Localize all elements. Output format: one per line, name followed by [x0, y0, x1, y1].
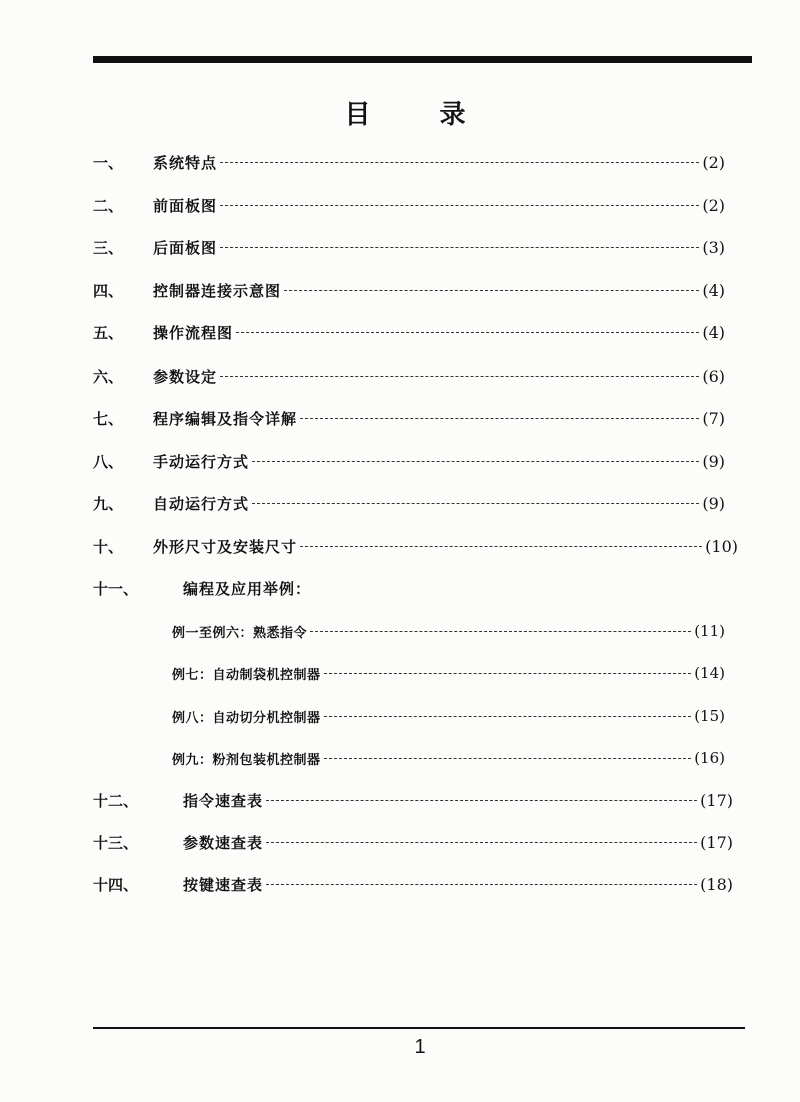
toc-entry-number: 六、: [93, 367, 124, 386]
leader-dashes: [300, 546, 702, 547]
leader-dashes: [220, 205, 699, 206]
toc-entry-number: 八、: [93, 452, 124, 471]
toc-subentry-1[interactable]: [172, 619, 725, 643]
toc-entry-label: 按键速查表: [183, 875, 264, 894]
toc-entry-page: (4): [702, 322, 725, 342]
toc-entry-page: (7): [702, 408, 725, 428]
toc-entry-page: (18): [700, 874, 733, 894]
toc-entry-page: (2): [702, 195, 725, 215]
leader-dashes: [252, 461, 699, 462]
toc-entry-number: 十四、: [93, 875, 139, 894]
toc-entry-1[interactable]: [93, 150, 725, 174]
toc-entry-number: 十、: [93, 537, 124, 556]
toc-entry-number: 五、: [93, 323, 124, 342]
toc-entry-label: 手动运行方式: [153, 452, 250, 471]
toc-entry-number: 十一、: [93, 579, 139, 598]
toc-entry-9[interactable]: [93, 491, 725, 515]
toc-subentry-2[interactable]: [172, 661, 725, 685]
leader-dashes: [266, 842, 697, 843]
toc-entry-label: 程序编辑及指令详解: [153, 409, 298, 428]
toc-subentry-page: (16): [694, 749, 725, 767]
toc-entry-number: 七、: [93, 409, 124, 428]
leader-dashes: [324, 673, 692, 674]
leader-dashes: [220, 376, 699, 377]
toc-entry-page: (6): [702, 366, 725, 386]
toc-entry-6[interactable]: [93, 364, 725, 388]
leader-dashes: [300, 418, 699, 419]
leader-dashes: [324, 716, 692, 717]
toc-entry-page: (9): [702, 493, 725, 513]
toc-entry-page: (4): [702, 280, 725, 300]
bottom-rule: [93, 1027, 745, 1029]
toc-entry-13[interactable]: [93, 830, 733, 854]
toc-section-11[interactable]: [93, 576, 593, 600]
toc-entry-12[interactable]: [93, 788, 733, 812]
toc-subentry-label: 例七：自动制袋机控制器: [172, 667, 321, 683]
toc-entry-label: 参数设定: [153, 367, 218, 386]
toc-entry-5[interactable]: [93, 320, 725, 344]
toc-entry-number: 十二、: [93, 791, 139, 810]
toc-entry-number: 三、: [93, 238, 124, 257]
toc-entry-7[interactable]: [93, 406, 725, 430]
toc-subentry-label: 例八：自动切分机控制器: [172, 710, 321, 726]
toc-subentry-label: 例一至例六：熟悉指令: [172, 625, 308, 641]
toc-entry-2[interactable]: [93, 193, 725, 217]
toc-entry-label: 编程及应用举例：: [183, 579, 312, 598]
toc-entry-number: 九、: [93, 494, 124, 513]
leader-dashes: [310, 631, 691, 632]
toc-subentry-page: (14): [694, 664, 725, 682]
toc-subentry-page: (11): [694, 622, 725, 640]
toc-entry-number: 二、: [93, 196, 124, 215]
toc-entry-14[interactable]: [93, 872, 733, 896]
toc-subentry-4[interactable]: [172, 746, 725, 770]
toc-entry-number: 一、: [93, 153, 124, 172]
toc-entry-number: 十三、: [93, 833, 139, 852]
toc-entry-10[interactable]: [93, 534, 738, 558]
toc-subentry-label: 例九：粉剂包装机控制器: [172, 752, 321, 768]
toc-entry-label: 前面板图: [153, 196, 218, 215]
toc-entry-page: (17): [700, 790, 733, 810]
toc-subentry-3[interactable]: [172, 704, 725, 728]
toc-entry-page: (3): [702, 237, 725, 257]
page-title: 目 录: [344, 100, 496, 130]
toc-entry-8[interactable]: [93, 449, 725, 473]
toc-entry-3[interactable]: [93, 235, 725, 259]
toc-entry-label: 指令速查表: [183, 791, 264, 810]
toc-entry-number: 四、: [93, 281, 124, 300]
toc-entry-label: 参数速查表: [183, 833, 264, 852]
toc-entry-label: 控制器连接示意图: [153, 281, 282, 300]
leader-dashes: [236, 332, 699, 333]
toc-entry-label: 系统特点: [153, 153, 218, 172]
toc-entry-label: 操作流程图: [153, 323, 234, 342]
leader-dashes: [220, 162, 699, 163]
toc-entry-page: (9): [702, 451, 725, 471]
toc-entry-label: 后面板图: [153, 238, 218, 257]
toc-entry-page: (17): [700, 832, 733, 852]
toc-entry-page: (2): [702, 152, 725, 172]
leader-dashes: [220, 247, 699, 248]
page-number: 1: [414, 1036, 426, 1058]
toc-subentry-page: (15): [694, 707, 725, 725]
toc-entry-label: 自动运行方式: [153, 494, 250, 513]
toc-entry-4[interactable]: [93, 278, 725, 302]
leader-dashes: [252, 503, 699, 504]
leader-dashes: [266, 884, 697, 885]
leader-dashes: [284, 290, 699, 291]
toc-entry-label: 外形尺寸及安装尺寸: [153, 537, 298, 556]
leader-dashes: [266, 800, 697, 801]
toc-entry-page: (10): [705, 536, 738, 556]
leader-dashes: [324, 758, 692, 759]
